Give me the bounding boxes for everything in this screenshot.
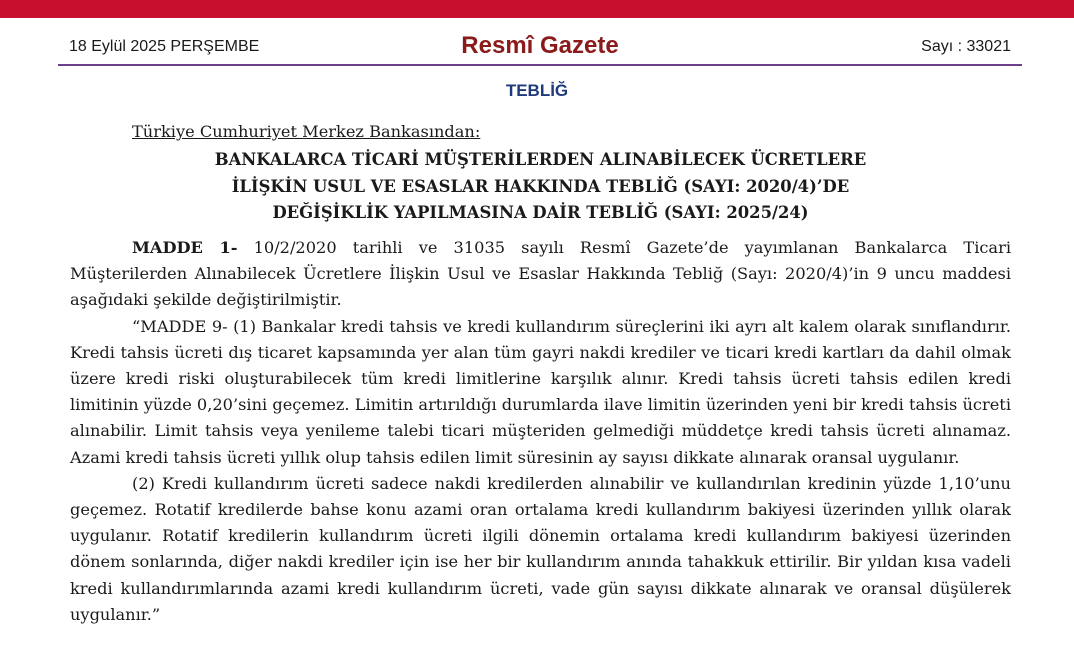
article-1-label: MADDE 1-: [132, 237, 238, 257]
title-line: DEĞİŞİKLİK YAPILMASINA DAİR TEBLİĞ (SAYI: 2025/24): [272, 203, 809, 223]
paragraph-madde-9-1: “MADDE 9- (1) Bankalar kredi tahsis ve kredi kullandırım süreçlerini iki ayrı alt kalem olarak sınıflandırır. Kredi tahsis ücreti dış ticaret kapsamında yer alan tüm gayri nakdi krediler ve ticari kredi kartları da dahil olmak üzere kredi riski oluşturabilecek tüm kredi limitlerine karşılık alınır. Kredi tahsis ücreti tahsis edilen kredi limitinin yüzde 0,20’sini geçemez. Limitin artırıldığı durumlarda ilave limitin üzerinden yeni bir kredi tahsis ücreti alınabilir. Limit tahsis veya yenileme talebi ticari müşteriden gelmediği müddetçe kredi tahsis ücreti alınamaz. Azami kredi tahsis ücreti yıllık olup tahsis edilen limit süresinin ay sayısı dikkate alınarak oransal uygulanır.: [70, 316, 1011, 467]
title-line: BANKALARCA TİCARİ MÜŞTERİLERDEN ALINABİLECEK ÜCRETLERE: [214, 150, 867, 170]
article-1: [70, 235, 1011, 314]
paragraph-madde-9-2: (2) Kredi kullandırım ücreti sadece nakdi kredilerden alınabilir ve kullandırılan kredinin yüzde 1,10’unu geçemez. Rotatif kredilerde bahse konu azami oran ortalama kredi kullandırım bakiyesi üzerinden yıllık olarak uygulanır. Rotatif kredilerin kullandırım ücreti ilgili dönemin ortalama kredi kullandırım bakiyesi üzerinden dönem sonlarında, diğer nakdi krediler için ise her bir kullandırım anında tahakkuk ettirilir. Bir yıldan kısa vadeli kredi kullandırımlarında azami kredi kullandırım ücreti, vade gün sayısı dikkate alınarak ve oransal düşülerek uygulanır.”: [70, 473, 1011, 624]
masthead: [58, 30, 1022, 66]
issue-number: Sayı : 33021: [921, 38, 1011, 55]
article-1-text: 10/2/2020 tarihli ve 31035 sayılı Resmî Gazete’de yayımlanan Bankalarca Ticari Müşterilerden Alınabilecek Ücretlere İlişkin Usul ve Esaslar Hakkında Tebliğ (Sayı: 2020/4)’in 9 uncu maddesi aşağıdaki şekilde değiştirilmiştir.: [70, 237, 1012, 310]
top-accent-bar: [0, 0, 1074, 18]
gazette-title: Resmî Gazete: [461, 32, 619, 59]
title-line: İLİŞKİN USUL VE ESASLAR HAKKINDA TEBLİĞ (SAYI: 2020/4)’DE: [231, 176, 850, 196]
document-title: [70, 147, 1011, 227]
issue-date: 18 Eylül 2025 PERŞEMBE: [69, 38, 260, 55]
issuer-line: Türkiye Cumhuriyet Merkez Bankasından:: [132, 122, 481, 141]
document-body: [70, 119, 1011, 628]
section-label: TEBLİĞ: [505, 81, 569, 100]
